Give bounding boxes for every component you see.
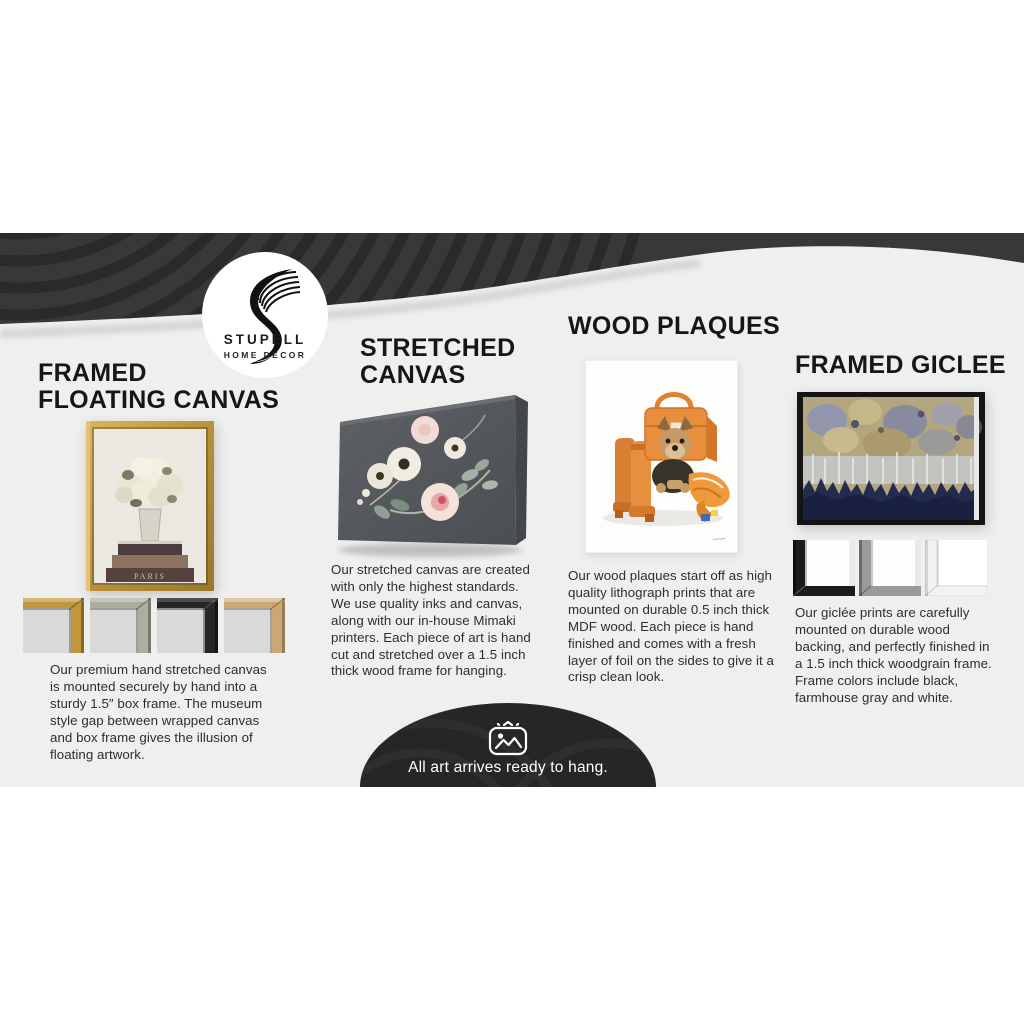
wood-plaque-product-image <box>585 360 738 553</box>
stretched-canvas-description: Our stretched canvas are created with only the highest standards. We use quality inks and canvas, along with our in-house Mimaki printers. Each piece of art is hand cut and stretched over a 1.5 inch thick wood frame for hanging. <box>331 562 531 679</box>
wood-plaques-description: Our wood plaques start off as high quality lithograph prints that are mounted on durable 0.5 inch thick MDF wood. Each piece is hand finished and comes with a fresh layer of foil on the sides to give it a crisp clean look. <box>568 568 774 685</box>
floating-canvas-description: Our premium hand stretched canvas is mounted securely by hand into a sturdy 1.5″ box frame. The museum style gap between wrapped canvas and box frame gives the illusion of floating artwork. <box>50 662 267 762</box>
stretched-canvas-product-image <box>330 390 535 562</box>
book-stack <box>106 541 194 582</box>
framed-giclee-description: Our giclée prints are carefully mounted on durable wood backing, and perfectly finished in a 1.5 inch thick woodgrain frame. Frame colors include black, farmhouse gray and white. <box>795 605 992 705</box>
brand-name: STUPELL <box>223 332 307 347</box>
footer-dome <box>360 703 656 787</box>
infographic-panel <box>0 233 1024 787</box>
floating-canvas-title: FRAMED FLOATING CANVAS <box>38 359 280 414</box>
wood-plaques-title: WOOD PLAQUES <box>568 312 780 340</box>
floating-canvas-product-image <box>84 419 220 597</box>
frame-swatch-gold <box>23 598 84 653</box>
ready-to-hang-message: All art arrives ready to hang. <box>408 759 608 776</box>
paris-book-label: PARIS <box>134 572 166 581</box>
top-wave-band <box>0 233 1024 345</box>
frame-swatch-tan <box>224 598 285 653</box>
frame-swatch-champagne <box>90 598 151 653</box>
frame-swatch-black <box>157 598 218 653</box>
giclee-swatch-gray <box>859 540 921 596</box>
giclee-swatch-black <box>793 540 855 596</box>
brand-tagline: HOME DECOR <box>223 350 307 360</box>
giclee-swatch-white <box>925 540 987 596</box>
floating-frame-swatches <box>23 598 285 653</box>
abstract-giclee-art <box>803 399 982 520</box>
giclee-frame-swatches <box>793 540 987 596</box>
framed-giclee-product-image <box>797 392 985 525</box>
stretched-canvas-title: STRETCHED CANVAS <box>360 334 516 389</box>
ready-to-hang-icon <box>486 721 530 757</box>
vase <box>139 509 161 541</box>
framed-giclee-title: FRAMED GICLEE <box>795 351 1006 379</box>
